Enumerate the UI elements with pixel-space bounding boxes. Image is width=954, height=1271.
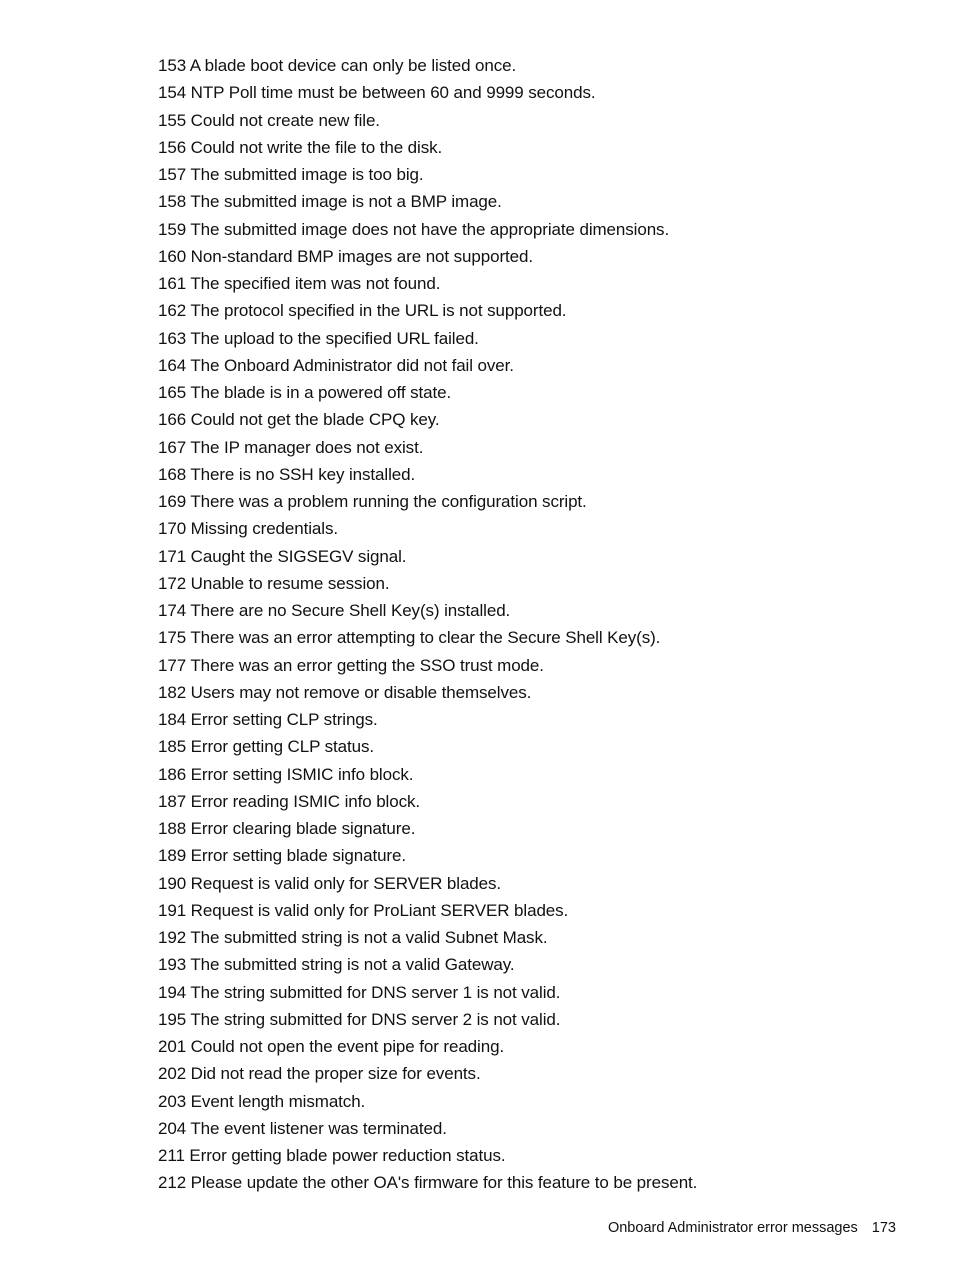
error-message-item: 187 Error reading ISMIC info block.	[158, 791, 421, 811]
error-message-list	[158, 52, 697, 1197]
page-footer	[608, 1220, 896, 1236]
error-message-item: 189 Error setting blade signature.	[158, 846, 406, 866]
error-message-item: 191 Request is valid only for ProLiant SERVER blades.	[158, 900, 569, 920]
error-message-item: 175 There was an error attempting to clear the Secure Shell Key(s).	[158, 628, 661, 648]
footer-section-title: Onboard Administrator error messages	[607, 1220, 858, 1236]
error-message-item: 157 The submitted image is too big.	[158, 165, 424, 184]
error-message-item: 195 The string submitted for DNS server 2 is not valid.	[158, 1009, 561, 1029]
error-message-item: 194 The string submitted for DNS server 1 is not valid.	[158, 982, 561, 1002]
error-message-item: 164 The Onboard Administrator did not fail over.	[158, 355, 514, 375]
error-message-item: 159 The submitted image does not have the appropriate dimensions.	[158, 219, 670, 239]
error-message-item: 212 Please update the other OA's firmware for this feature to be present.	[158, 1173, 698, 1193]
error-message-item: 177 There was an error getting the SSO trust mode.	[158, 655, 544, 675]
error-message-item: 188 Error clearing blade signature.	[158, 819, 416, 838]
error-message-item: 204 The event listener was terminated.	[158, 1118, 447, 1138]
error-message-item: 174 There are no Secure Shell Key(s) installed.	[158, 601, 511, 620]
error-message-item: 171 Caught the SIGSEGV signal.	[158, 546, 407, 566]
error-message-item: 161 The specified item was not found.	[158, 274, 441, 293]
error-message-item: 169 There was a problem running the configuration script.	[158, 492, 587, 511]
error-message-item: 156 Could not write the file to the disk.	[158, 137, 443, 157]
error-message-item: 201 Could not open the event pipe for reading.	[158, 1037, 505, 1056]
error-message-item: 172 Unable to resume session.	[158, 573, 390, 593]
error-message-item: 158 The submitted image is not a BMP image.	[158, 192, 502, 212]
error-message-item: 192 The submitted string is not a valid Subnet Mask.	[158, 928, 548, 947]
error-message-item: 163 The upload to the specified URL failed.	[158, 328, 479, 348]
error-message-item: 155 Could not create new file.	[158, 110, 380, 130]
error-message-item: 211 Error getting blade power reduction status.	[158, 1146, 506, 1165]
error-message-item: 162 The protocol specified in the URL is not supported.	[158, 301, 567, 321]
error-message-item: 202 Did not read the proper size for events.	[158, 1064, 481, 1084]
error-message-item: 165 The blade is in a powered off state.	[158, 383, 452, 402]
error-message-item: 170 Missing credentials.	[158, 519, 338, 539]
error-message-item: 193 The submitted string is not a valid Gateway.	[158, 955, 515, 975]
error-message-item: 203 Event length mismatch.	[158, 1091, 366, 1111]
error-message-item: 154 NTP Poll time must be between 60 and 9999 seconds.	[158, 83, 596, 103]
error-message-item: 186 Error setting ISMIC info block.	[158, 764, 414, 784]
page-number: 173	[871, 1220, 896, 1236]
error-message-item: 167 The IP manager does not exist.	[158, 437, 424, 457]
error-message-item: 185 Error getting CLP status.	[158, 737, 375, 757]
error-message-item: 190 Request is valid only for SERVER blades.	[158, 873, 502, 893]
error-message-item: 168 There is no SSH key installed.	[158, 464, 416, 484]
error-message-item: 166 Could not get the blade CPQ key.	[158, 410, 440, 430]
error-message-item: 160 Non-standard BMP images are not supported.	[158, 246, 533, 266]
error-message-item: 184 Error setting CLP strings.	[158, 710, 378, 729]
error-message-item: 182 Users may not remove or disable themselves.	[158, 682, 532, 702]
error-message-item: 153 A blade boot device can only be listed once.	[158, 56, 517, 75]
